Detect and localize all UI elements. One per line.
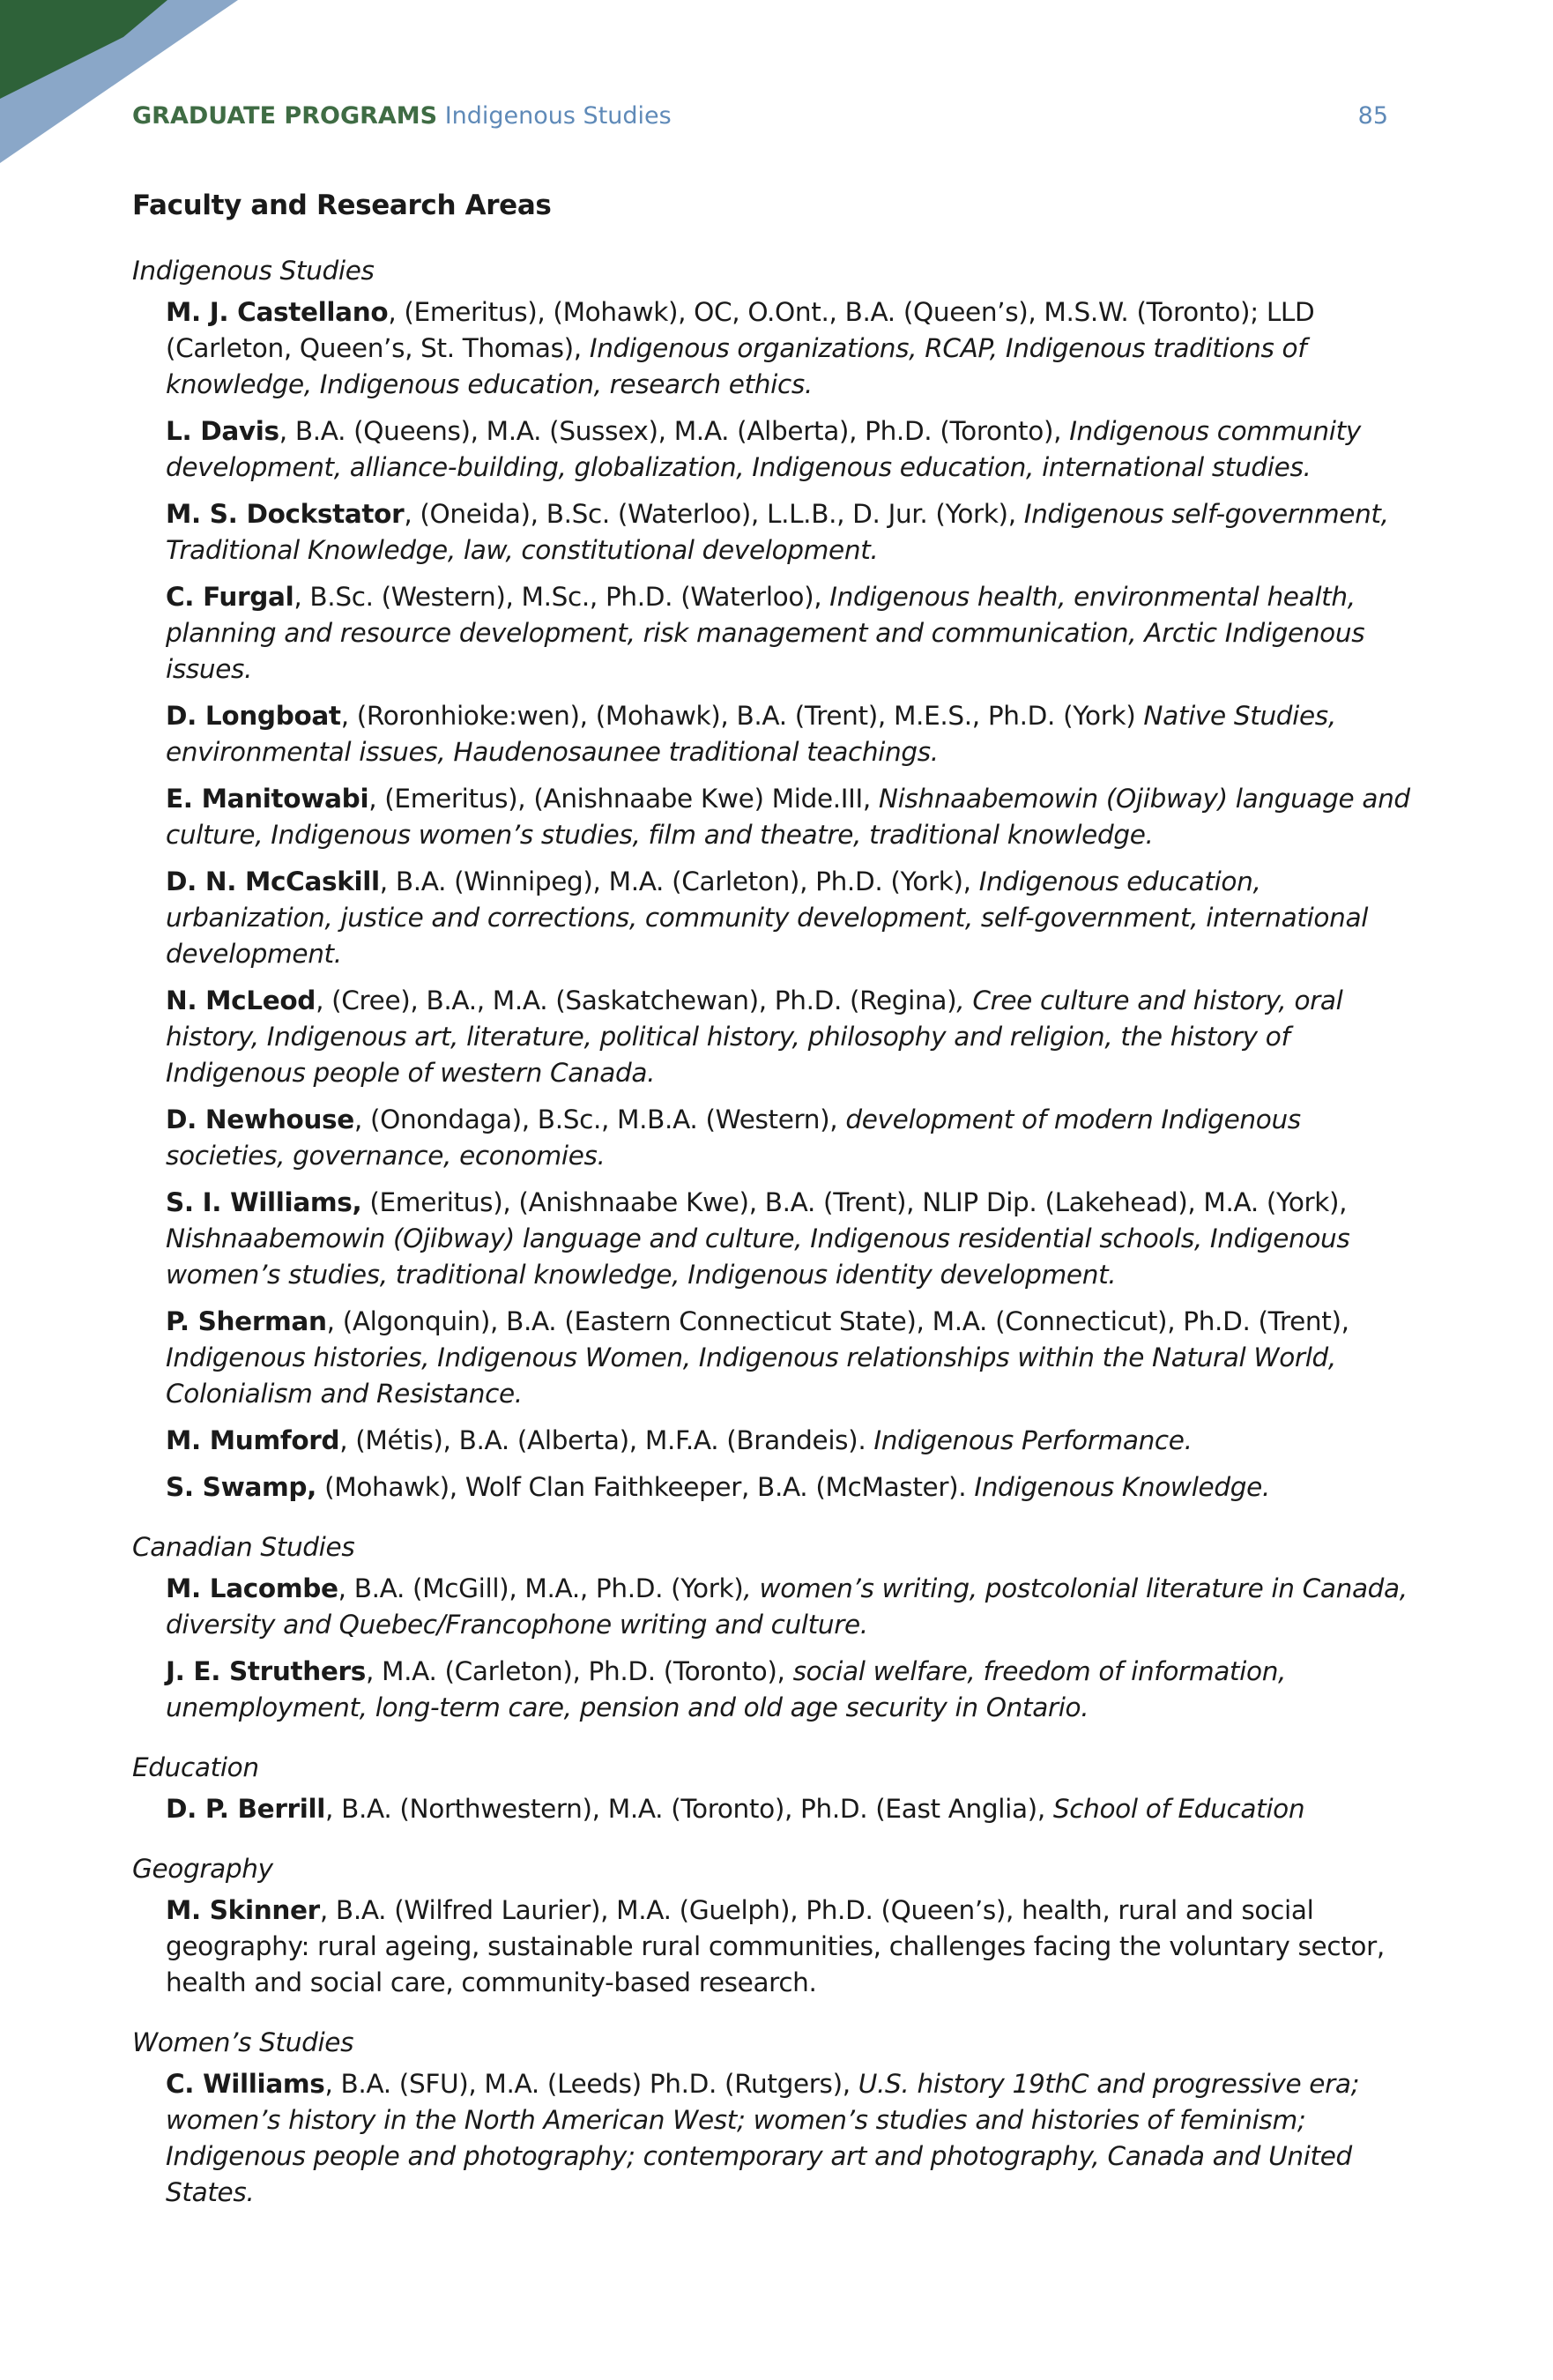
faculty-content	[132, 187, 1423, 2221]
faculty-research-areas: Indigenous community development, alliance-building, globalization, Indigenous education, international studies.	[166, 416, 1361, 482]
faculty-research-areas: Indigenous health, environmental health, planning and resource development, risk management and communication, Arctic Indigenous issues.	[166, 582, 1365, 684]
faculty-credentials: , M.A. (Carleton), Ph.D. (Toronto),	[365, 1656, 793, 1686]
faculty-name: D. N. McCaskill	[166, 866, 380, 896]
faculty-credentials: , B.A. (McGill), M.A., Ph.D. (York)	[338, 1573, 744, 1603]
faculty-entry	[166, 1469, 1423, 1506]
faculty-entry	[166, 1185, 1423, 1293]
faculty-name: P. Sherman	[166, 1306, 327, 1336]
faculty-research-areas: Indigenous organizations, RCAP, Indigenous traditions of knowledge, Indigenous education, research ethics.	[166, 333, 1307, 399]
faculty-name: C. Williams	[166, 2069, 325, 2099]
faculty-entry	[166, 1571, 1423, 1643]
faculty-credentials: , B.A. (Northwestern), M.A. (Toronto), Ph.D. (East Anglia),	[325, 1794, 1053, 1824]
faculty-credentials: , B.Sc. (Western), M.Sc., Ph.D. (Waterloo),	[294, 582, 830, 612]
faculty-name: M. Skinner	[166, 1895, 320, 1925]
faculty-entry	[166, 1893, 1423, 2001]
faculty-name: L. Davis	[166, 416, 279, 446]
faculty-research-areas: Nishnaabemowin (Ojibway) language and culture, Indigenous residential schools, Indigenous women’s studies, traditional knowledge, Indigenous identity development.	[166, 1223, 1350, 1290]
category-heading: Indigenous Studies	[132, 256, 375, 286]
faculty-name: S. I. Williams,	[166, 1187, 362, 1217]
faculty-entry	[166, 1304, 1423, 1412]
faculty-entry	[166, 1791, 1423, 1827]
faculty-research-areas: development of modern Indigenous societies, governance, economies.	[166, 1104, 1301, 1171]
page-number: 85	[1357, 102, 1388, 130]
faculty-credentials: , B.A. (Queens), M.A. (Sussex), M.A. (Alberta), Ph.D. (Toronto),	[279, 416, 1070, 446]
faculty-name: M. S. Dockstator	[166, 499, 405, 529]
faculty-research-areas: Nishnaabemowin (Ojibway) language and culture, Indigenous women’s studies, film and theatre, traditional knowledge.	[166, 784, 1410, 850]
faculty-research-areas: Indigenous Performance.	[873, 1425, 1193, 1455]
faculty-credentials: , (Emeritus), (Mohawk), OC, O.Ont., B.A. (Queen’s), M.S.W. (Toronto); LLD (Carleton, Queen’s, St. Thomas),	[166, 297, 1315, 363]
category-heading: Canadian Studies	[132, 1532, 355, 1562]
faculty-name: C. Furgal	[166, 582, 294, 612]
faculty-name: D. Newhouse	[166, 1104, 354, 1134]
faculty-entry	[166, 1102, 1423, 1174]
faculty-name: E. Manitowabi	[166, 784, 369, 814]
faculty-name: M. J. Castellano	[166, 297, 389, 327]
faculty-credentials: (Emeritus), (Anishnaabe Kwe), B.A. (Trent), NLIP Dip. (Lakehead), M.A. (York),	[361, 1187, 1348, 1217]
faculty-name: S. Swamp,	[166, 1472, 317, 1502]
faculty-entry	[166, 1423, 1423, 1459]
faculty-credentials: , (Algonquin), B.A. (Eastern Connecticut State), M.A. (Connecticut), Ph.D. (Trent),	[326, 1306, 1349, 1336]
faculty-entry	[166, 983, 1423, 1091]
faculty-name: D. P. Berrill	[166, 1794, 326, 1824]
faculty-name: N. McLeod	[166, 985, 316, 1015]
faculty-name: J. E. Struthers	[166, 1656, 366, 1686]
faculty-entry	[166, 496, 1423, 569]
faculty-research-areas: Indigenous histories, Indigenous Women, Indigenous relationships within the Natural World, Colonialism and Resistance.	[166, 1342, 1336, 1409]
header-program: GRADUATE PROGRAMS	[132, 102, 438, 130]
faculty-entry	[166, 294, 1423, 403]
faculty-credentials: , (Onondaga), B.Sc., M.B.A. (Western),	[353, 1104, 846, 1134]
category-heading: Education	[132, 1752, 259, 1782]
faculty-credentials: (Mohawk), Wolf Clan Faithkeeper, B.A. (McMaster).	[316, 1472, 975, 1502]
faculty-name: M. Lacombe	[166, 1573, 338, 1603]
faculty-credentials: , B.A. (Wilfred Laurier), M.A. (Guelph), Ph.D. (Queen’s), health, rural and social geography: rural ageing, sustainable rural communities, challenges facing the voluntary sector, health and social care, community-based research.	[166, 1895, 1385, 1997]
faculty-credentials: , (Roronhioke:wen), (Mohawk), B.A. (Trent), M.E.S., Ph.D. (York)	[340, 701, 1144, 731]
faculty-entry	[166, 1654, 1423, 1726]
category-heading: Geography	[132, 1854, 273, 1884]
faculty-research-areas: social welfare, freedom of information, unemployment, long-term care, pension and old age security in Ontario.	[166, 1656, 1287, 1722]
faculty-research-areas: Indigenous education, urbanization, justice and corrections, community development, self-government, international development.	[166, 866, 1369, 969]
corner-decoration	[0, 0, 264, 176]
faculty-research-areas: Native Studies, environmental issues, Haudenosaunee traditional teachings.	[166, 701, 1336, 767]
faculty-research-areas: , Cree culture and history, oral history, Indigenous art, literature, political history, philosophy and religion, the history of Indigenous people of western Canada.	[166, 985, 1343, 1088]
faculty-entry	[166, 2066, 1423, 2211]
faculty-entry	[166, 579, 1423, 688]
faculty-credentials: , (Métis), B.A. (Alberta), M.F.A. (Brandeis).	[339, 1425, 874, 1455]
faculty-entry	[166, 781, 1423, 853]
category-heading: Women’s Studies	[132, 2027, 354, 2057]
faculty-research-areas: Indigenous self-government, Traditional Knowledge, law, constitutional development.	[166, 499, 1389, 565]
faculty-entry	[166, 698, 1423, 770]
section-title: Faculty and Research Areas	[132, 190, 552, 221]
faculty-name: M. Mumford	[166, 1425, 340, 1455]
faculty-groups	[132, 252, 1423, 2211]
faculty-name: D. Longboat	[166, 701, 341, 731]
faculty-credentials: , (Cree), B.A., M.A. (Saskatchewan), Ph.D. (Regina)	[316, 985, 957, 1015]
faculty-research-areas: School of Education	[1052, 1794, 1305, 1824]
faculty-entry	[166, 864, 1423, 972]
faculty-credentials: , B.A. (SFU), M.A. (Leeds) Ph.D. (Rutgers),	[324, 2069, 858, 2099]
faculty-credentials: , (Oneida), B.Sc. (Waterloo), L.L.B., D. Jur. (York),	[404, 499, 1024, 529]
faculty-entry	[166, 413, 1423, 486]
faculty-credentials: , (Emeritus), (Anishnaabe Kwe) Mide.III,	[368, 784, 879, 814]
page-header	[132, 99, 1388, 134]
faculty-research-areas: U.S. history 19thC and progressive era; women’s history in the North American West; women’s studies and histories of feminism; Indigenous people and photography; contemporary art and photography, Canada and United States.	[166, 2069, 1360, 2207]
faculty-credentials: , B.A. (Winnipeg), M.A. (Carleton), Ph.D. (York),	[379, 866, 979, 896]
header-subtitle: Indigenous Studies	[444, 102, 672, 130]
faculty-research-areas: , women’s writing, postcolonial literature in Canada, diversity and Quebec/Francophone writing and culture.	[166, 1573, 1408, 1640]
faculty-research-areas: Indigenous Knowledge.	[974, 1472, 1270, 1502]
